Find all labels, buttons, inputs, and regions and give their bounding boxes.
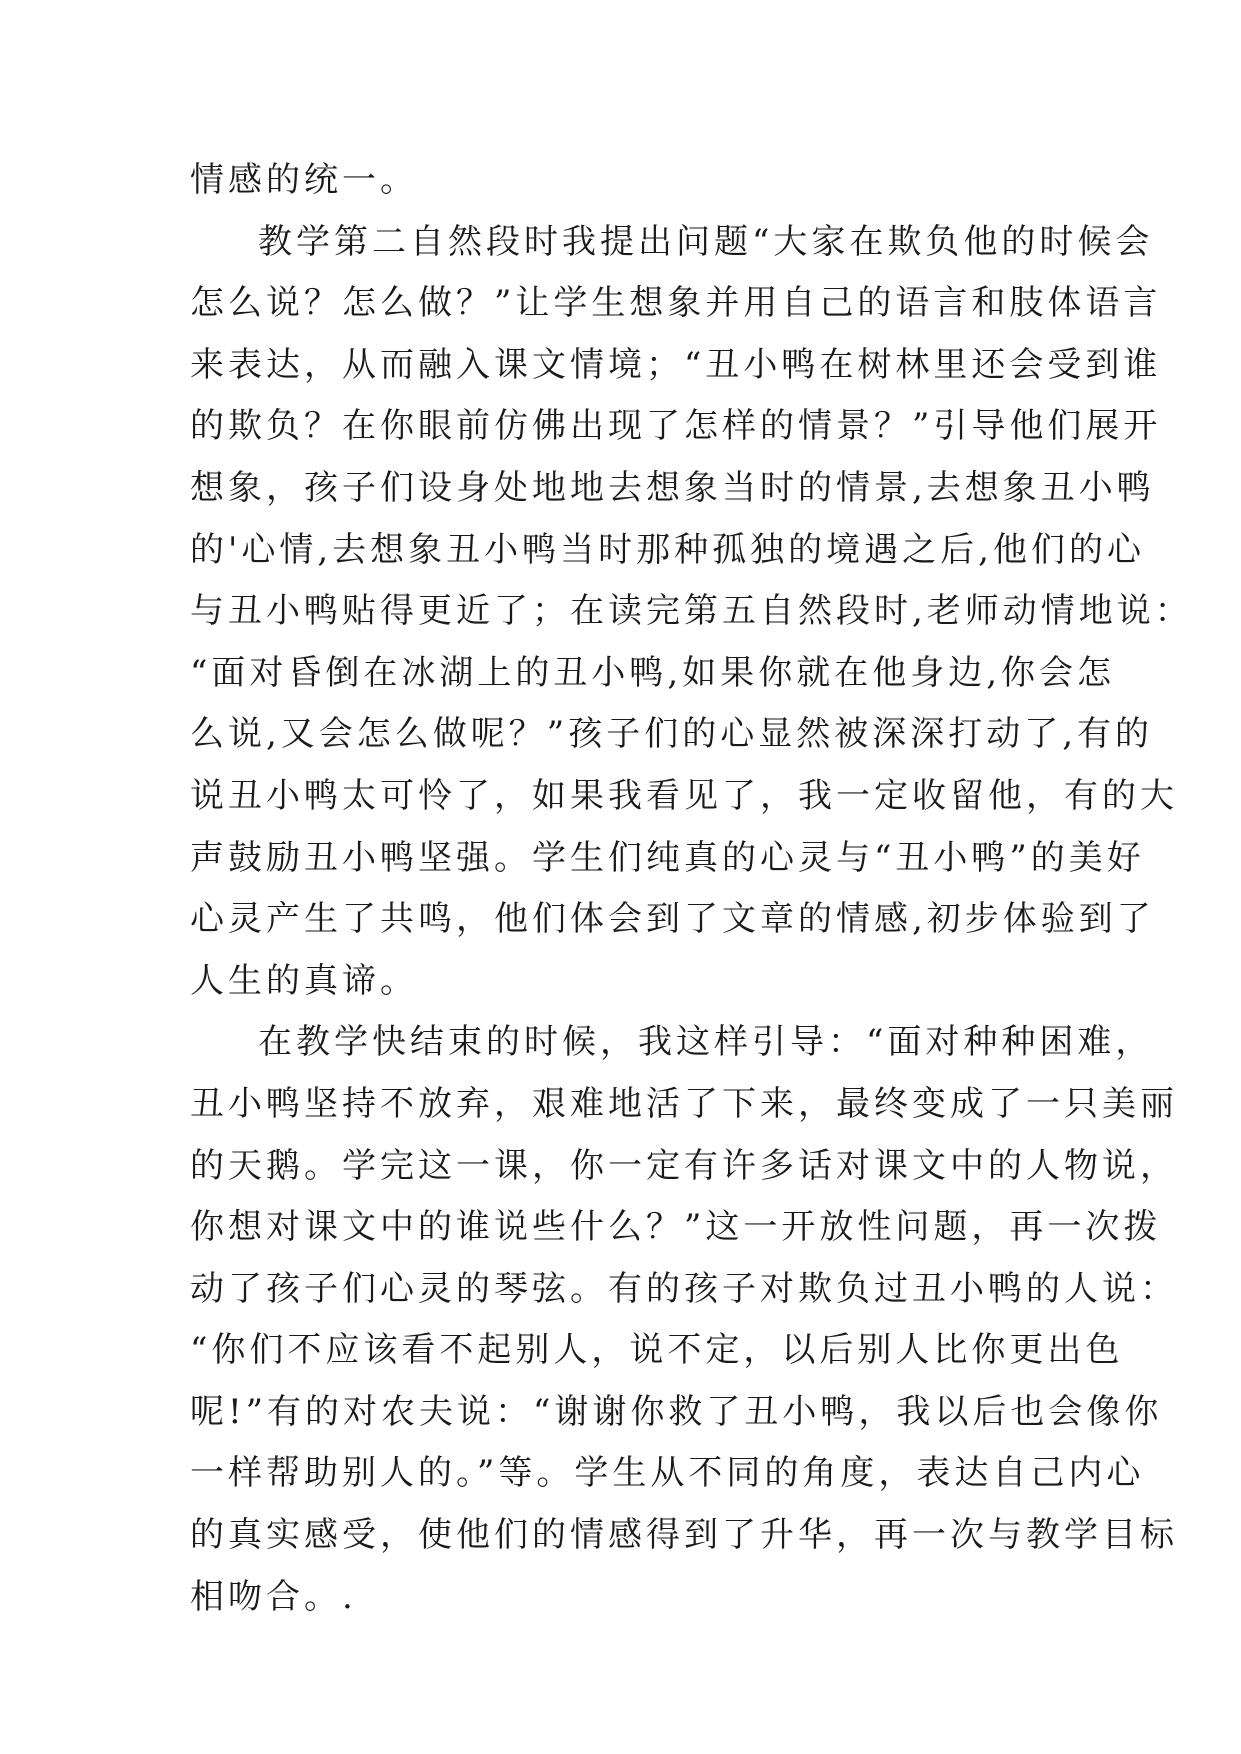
text-line: 人生的真谛。 [190,960,418,1001]
text-line: 想象，孩子们设身处地地去想象当时的情景,去想象丑小鸭 [190,467,1155,508]
text-line: 你想对课文中的谁说些什么？”这一开放性问题，再一次拨 [190,1207,1162,1248]
text-line: 说丑小鸭太可怜了，如果我看见了，我一定收留他，有的大 [190,775,1178,816]
text-line: 的天鹅。学完这一课，你一定有许多话对课文中的人物说， [190,1145,1178,1186]
document-body [190,150,1193,1628]
text-line: 情感的统一。 [190,160,418,200]
text-line: 么说,又会怎么做呢？”孩子们的心显然被深深打动了,有的 [190,714,1153,755]
text-line: 的真实感受，使他们的情感得到了升华，再一次与教学目标 [190,1515,1178,1556]
text-line: 呢!”有的对农夫说：“谢谢你救了丑小鸭，我以后也会像你 [190,1391,1163,1432]
text-line: 与丑小鸭贴得更近了；在读完第五自然段时,老师动情地说： [190,591,1193,632]
text-line: 的欺负？在你眼前仿佛出现了怎样的情景？”引导他们展开 [190,406,1162,447]
text-line: 声鼓励丑小鸭坚强。学生们纯真的心灵与“丑小鸭”的美好 [190,837,1145,878]
paragraph-start-line: 在教学快结束的时候，我这样引导：“面对种种困难， [258,1022,1154,1063]
paragraph-start-line: 教学第二自然段时我提出问题“大家在欺负他的时候会 [258,221,1154,262]
text-line: 来表达，从而融入课文情境；“丑小鸭在树林里还会受到谁 [190,344,1162,385]
text-line: 心灵产生了共鸣，他们体会到了文章的情感,初步体验到了 [190,899,1155,940]
text-line: 怎么说？怎么做？”让学生想象并用自己的语言和肢体语言 [190,283,1162,324]
text-line: 相吻合。. [190,1576,357,1617]
text-line: “面对昏倒在冰湖上的丑小鸭,如果你就在他身边,你会怎 [190,652,1115,693]
text-line: 动了孩子们心灵的琴弦。有的孩子对欺负过丑小鸭的人说： [190,1268,1178,1309]
text-line: 丑小鸭坚持不放弃，艰难地活了下来，最终变成了一只美丽 [190,1083,1178,1124]
text-line: “你们不应该看不起别人，说不定，以后别人比你更出色 [190,1330,1124,1371]
text-line: 的'心情,去想象丑小鸭当时那种孤独的境遇之后,他们的心 [190,529,1145,570]
text-line: 一样帮助别人的。”等。学生从不同的角度，表达自己内心 [190,1453,1145,1494]
